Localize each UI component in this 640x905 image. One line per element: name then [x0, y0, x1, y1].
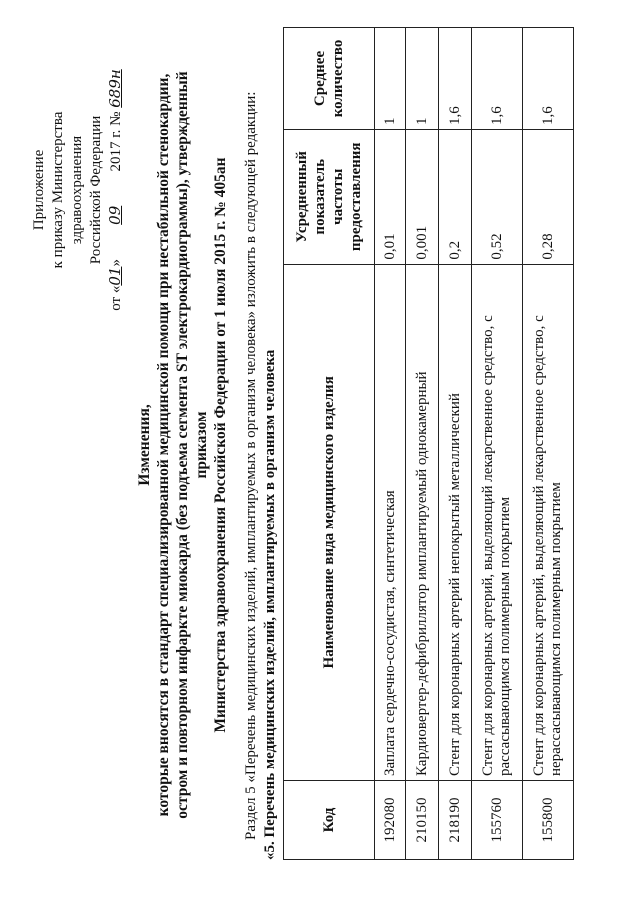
order-number: 689н	[106, 69, 124, 108]
row-quantity: 1,6	[439, 28, 472, 130]
row-frequency: 0,52	[472, 129, 523, 264]
row-name: Кардиовертер-дефибриллятор имплантируемый однокамерный	[406, 264, 439, 780]
row-code: 155800	[523, 781, 574, 860]
table-row	[472, 28, 523, 860]
row-frequency: 0,001	[406, 129, 439, 264]
implants-table	[283, 27, 574, 860]
appendix-ministry: Российской Федерации	[88, 115, 104, 265]
title-line-2: которые вносятся в стандарт специализированной медицинской помощи при нестабильной стенокардии,	[155, 73, 172, 817]
order-date-line	[106, 60, 126, 320]
table-header-row	[284, 28, 375, 860]
header-code: Код	[284, 781, 375, 860]
row-name: Стент для коронарных артерий, выделяющий лекарственное средство, с нерассасывающимся полимерным покрытием	[523, 264, 574, 780]
row-quantity: 1,6	[523, 28, 574, 130]
order-date-prefix: от «	[108, 285, 124, 311]
row-name: Заплата сердечно-сосудистая, синтетическая	[375, 264, 406, 780]
row-quantity: 1	[406, 28, 439, 130]
order-date-mid: »	[108, 259, 124, 267]
row-quantity: 1	[375, 28, 406, 130]
row-frequency: 0,2	[439, 129, 472, 264]
row-code: 210150	[406, 781, 439, 860]
section-intro	[242, 30, 280, 860]
header-name: Наименование вида медицинского изделия	[284, 264, 375, 780]
section-heading: «5. Перечень медицинских изделий, имплантируемых в организм человека	[262, 349, 278, 860]
row-quantity: 1,6	[472, 28, 523, 130]
order-day: 01	[106, 266, 124, 286]
row-name: Стент для коронарных артерий, выделяющий лекарственное средство, с рассасывающимся полимерным покрытием	[472, 264, 523, 780]
row-frequency: 0,01	[375, 129, 406, 264]
order-month: 09	[106, 205, 124, 225]
header-frequency: Усредненный показатель частоты предоставления	[284, 129, 375, 264]
row-name: Стент для коронарных артерий непокрытый металлический	[439, 264, 472, 780]
appendix-header	[30, 60, 126, 320]
table-row	[439, 28, 472, 860]
title-line-4: Министерства здравоохранения Российской Федерации от 1 июля 2015 г. № 405ан	[212, 157, 229, 733]
table-row	[523, 28, 574, 860]
order-year: 2017 г. №	[108, 111, 124, 172]
title-line-1: Изменения,	[136, 404, 153, 486]
table-row	[406, 28, 439, 860]
section-text: Раздел 5 «Перечень медицинских изделий, имплантируемых в организм человека» изложить в следующей редакции:	[243, 91, 259, 840]
row-code: 155760	[472, 781, 523, 860]
document-title	[135, 45, 230, 845]
appendix-title: Приложение	[31, 149, 47, 231]
row-frequency: 0,28	[523, 129, 574, 264]
header-quantity: Среднее количество	[284, 28, 375, 130]
row-code: 192080	[375, 781, 406, 860]
appendix-order-ref: к приказу Министерства здравоохранения	[50, 111, 85, 269]
row-code: 218190	[439, 781, 472, 860]
table-row	[375, 28, 406, 860]
title-line-3: остром и повторном инфаркте миокарда (без подъема сегмента ST электрокардиограммы), утвержденный приказом	[174, 71, 210, 819]
